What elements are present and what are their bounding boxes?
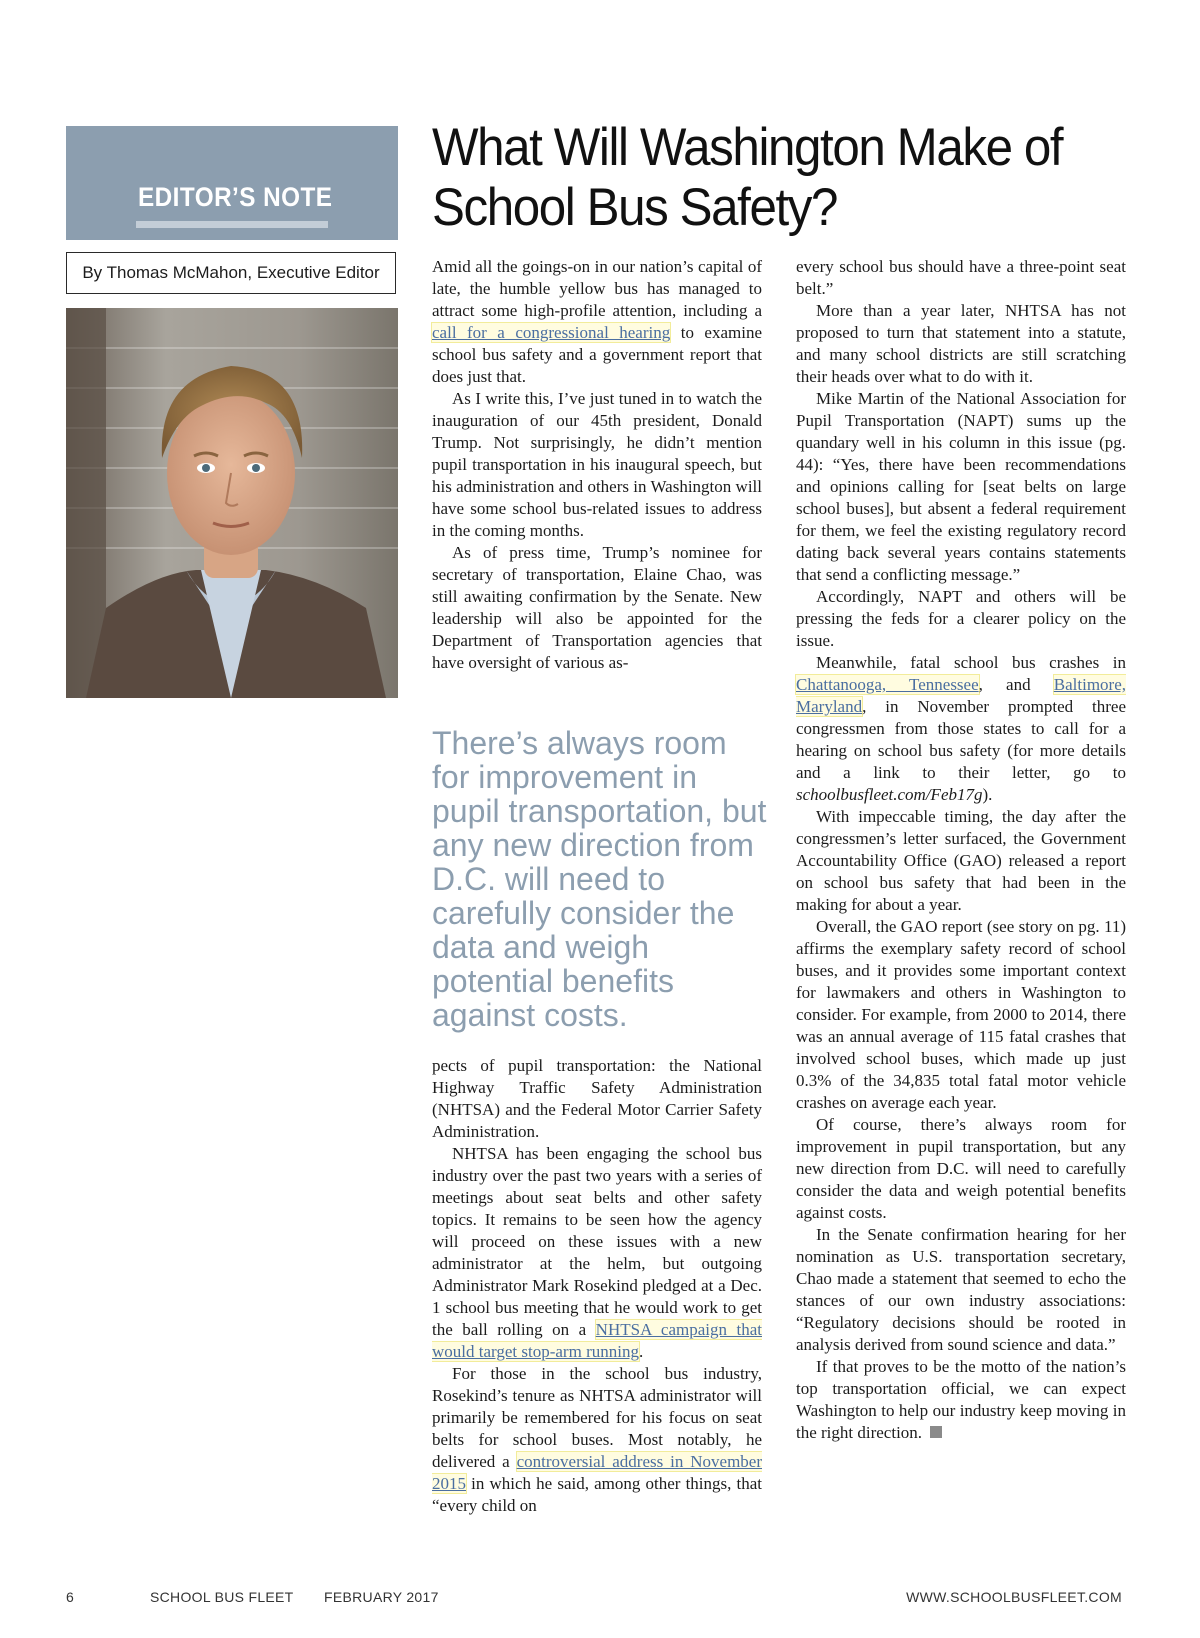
- baltimore-link[interactable]: Baltimore, Maryland: [796, 675, 1126, 716]
- editors-note-underline: [136, 221, 328, 228]
- text: , in November prompted three congressmen from those states to call for a hearing on school bus safety (for more details and a link to their letter, go to: [796, 697, 1126, 782]
- text: For those in the school bus industry, Rosekind’s tenure as NHTSA administrator will primarily be remembered for his focus on seat belts for school buses. Most notably, he delivered a: [432, 1364, 762, 1471]
- text: Meanwhile, fatal school bus crashes in: [816, 653, 1126, 672]
- text: in which he said, among other things, that “every child on: [432, 1474, 762, 1515]
- paragraph: [432, 1143, 762, 1363]
- headline-line-1: What Will Washington Make of: [432, 118, 1063, 177]
- headline-line-2: School Bus Safety?: [432, 178, 838, 237]
- page-number: 6: [66, 1589, 75, 1605]
- paragraph: More than a year later, NHTSA has not proposed to turn that statement into a statute, and many school districts are still scratching their heads over what to do with it.: [796, 301, 1126, 386]
- portrait-illustration: [66, 308, 398, 698]
- byline: By Thomas McMahon, Executive Editor: [66, 252, 396, 294]
- paragraph: [432, 256, 762, 388]
- paragraph: pects of pupil transportation: the National Highway Traffic Safety Administration (NHTSA) and the Federal Motor Carrier Safety Administration.: [432, 1056, 762, 1141]
- congressional-hearing-link[interactable]: call for a congressional hearing: [432, 323, 671, 342]
- paragraph: As of press time, Trump’s nominee for secretary of transportation, Elaine Chao, was still awaiting confirmation by the Senate. New leadership will also be appointed for the Department of Transportation agencies that have oversight of various as-: [432, 543, 762, 672]
- paragraph: With impeccable timing, the day after the congressmen’s letter surfaced, the Government Accountability Office (GAO) released a report on school bus safety that had been in the making for about a year.: [796, 807, 1126, 914]
- paragraph: Of course, there’s always room for improvement in pupil transportation, but any new direction from D.C. will need to carefully consider the data and weigh potential benefits against costs.: [796, 1115, 1126, 1222]
- paragraph: Mike Martin of the National Association for Pupil Transportation (NAPT) sums up the quandary well in his column in this issue (pg. 44): “Yes, there have been recommendations and opinions calling for [seat belts on large school buses], but absent a federal requirement for them, we feel the existing regulatory record dating back several years contains statements that send a conflicting message.”: [796, 389, 1126, 584]
- paragraph-final: [796, 1356, 1126, 1444]
- text: If that proves to be the motto of the nation’s top transportation official, we can expect Washington to help our industry keep moving in the right direction.: [796, 1357, 1126, 1442]
- paragraph: [432, 1363, 762, 1517]
- editors-note-label: EDITOR’S NOTE: [138, 182, 333, 212]
- text: NHTSA has been engaging the school bus industry over the past two years with a series of meetings about seat belts and other safety topics. It remains to be seen how the agency will proceed on these issues with a new administrator at the helm, but outgoing Administrator Mark Rosekind pledged at a Dec. 1 school bus meeting that he would work to get the ball rolling on a: [432, 1144, 762, 1339]
- publication-name: SCHOOL BUS FLEET: [150, 1589, 294, 1605]
- text: .: [638, 1342, 644, 1361]
- text: ).: [982, 785, 993, 804]
- paragraph: [796, 652, 1126, 806]
- nhtsa-campaign-link[interactable]: NHTSA campaign that would target stop-arm running: [432, 1320, 762, 1361]
- controversial-address-link[interactable]: controversial address in November 2015: [432, 1452, 762, 1493]
- schoolbusfleet-url: schoolbusfleet.com/Feb17g: [796, 785, 983, 804]
- paragraph: As I write this, I’ve just tuned in to watch the inauguration of our 45th president, Donald Trump. Not surprisingly, he didn’t mention pupil transportation in his inaugural speech, but his administration and others in Washington will have some school bus-related issues to address in the coming months.: [432, 389, 762, 540]
- text: , and: [978, 675, 1054, 694]
- text: Amid all the goings-on in our nation’s capital of late, the humble yellow bus has managed to attract some high-profile attention, including a: [432, 257, 762, 320]
- editors-note-banner: [66, 126, 398, 240]
- author-portrait-photo: [66, 308, 398, 698]
- paragraph: In the Senate confirmation hearing for her nomination as U.S. transportation secretary, Chao made a statement that seemed to echo the stances of our own industry associations: “Regulatory decisions should be rooted in analysis derived from sound science and data.”: [796, 1225, 1126, 1354]
- website-url: WWW.SCHOOLBUSFLEET.COM: [906, 1589, 1122, 1605]
- pull-quote: There’s always room for improvement in pupil transportation, but any new direction from D.C. will need to carefully consider the data and weigh potential benefits against costs.: [432, 725, 767, 1033]
- paragraph: Accordingly, NAPT and others will be pressing the feds for a clearer policy on the issue.: [796, 587, 1126, 650]
- end-of-article-mark: [930, 1426, 942, 1438]
- chattanooga-link[interactable]: Chattanooga, Tennessee: [796, 675, 979, 694]
- article-column-1-top: [432, 256, 762, 674]
- issue-date: FEBRUARY 2017: [324, 1589, 439, 1605]
- text: to examine school bus safety and a government report that does just that.: [432, 323, 762, 386]
- paragraph: Overall, the GAO report (see story on pg. 11) affirms the exemplary safety record of school buses, and it provides some important context for lawmakers and others in Washington to consider. For example, from 2000 to 2014, there was an annual average of 115 fatal crashes that involved school buses, which made up just 0.3% of the 34,835 total fatal motor vehicle crashes on average each year.: [796, 917, 1126, 1112]
- article-column-1-bottom: [432, 1055, 762, 1517]
- article-column-2: [796, 256, 1126, 1444]
- article-headline: [432, 118, 1102, 238]
- paragraph: every school bus should have a three-point seat belt.”: [796, 257, 1126, 298]
